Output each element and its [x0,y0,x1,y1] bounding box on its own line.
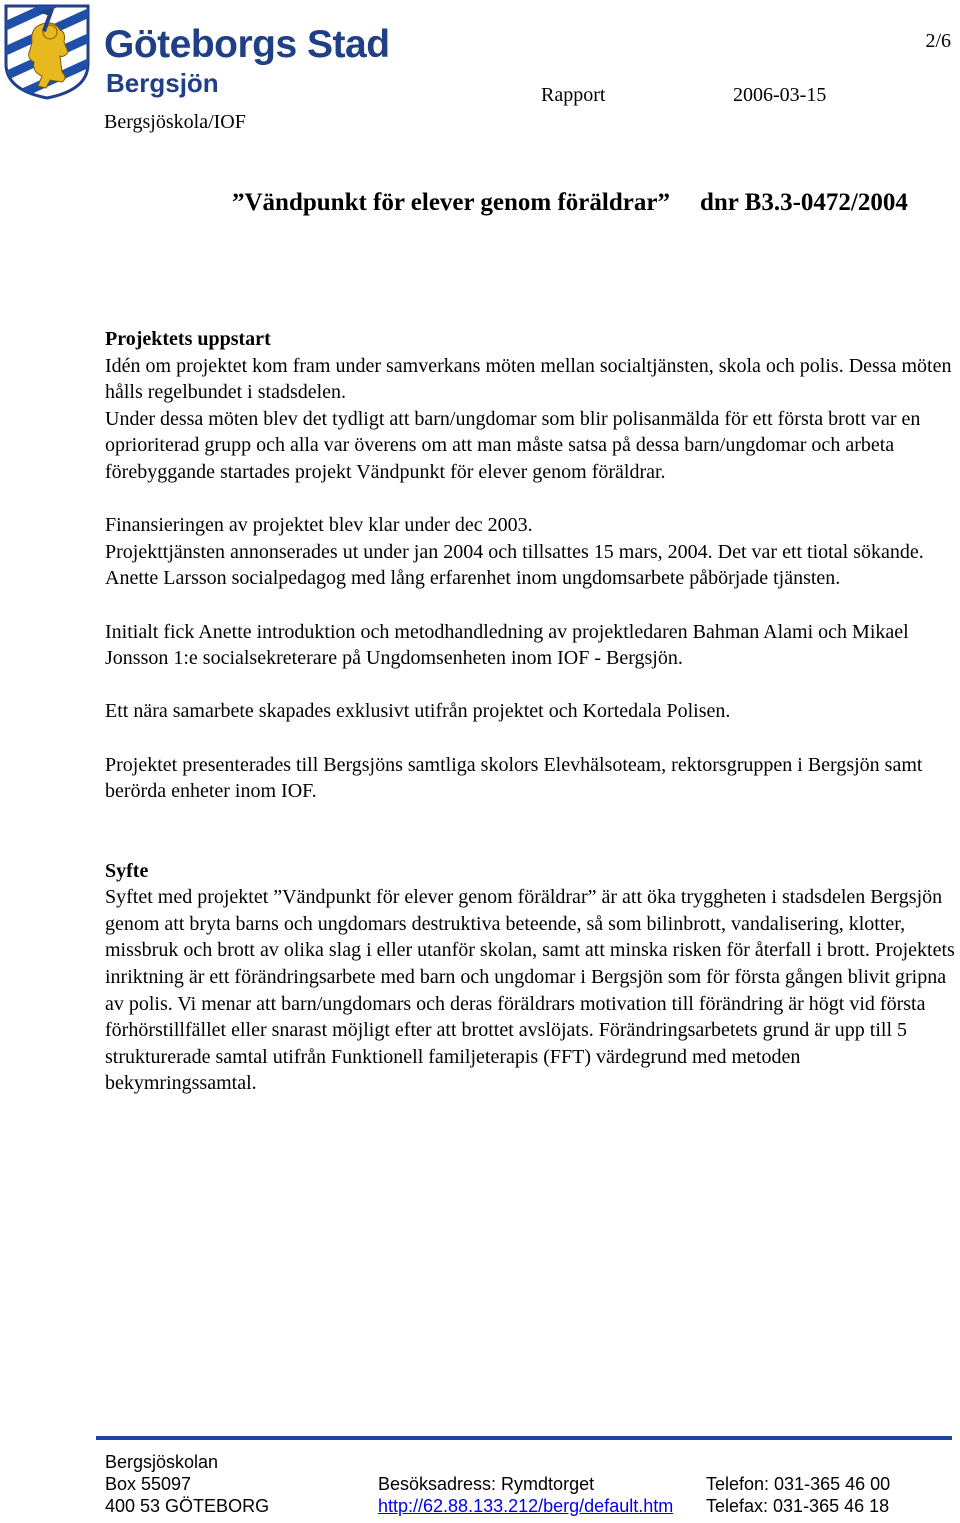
document-title-main: ”Vändpunkt för elever genom föräldrar” [232,189,670,216]
footer-fax: Telefax: 031-365 46 18 [706,1496,890,1516]
report-label: Rapport [541,84,606,106]
section-heading: Syfte [105,859,149,882]
footer-divider [96,1436,952,1440]
section-heading: Projektets uppstart [105,328,271,350]
paragraph: Ett nära samarbete skapades exklusivt utifrån projektet och Kortedala Polisen. [105,700,731,723]
footer-website-link[interactable]: http://62.88.133.212/berg/default.htm [378,1496,674,1516]
paragraph: Idén om projektet kom fram under samverkans möten mellan socialtjänsten, skola och polis. Dessa möten hålls regelbundet i stadsdelen. [105,354,952,404]
paragraph: Syftet med projektet ”Vändpunkt för elever genom föräldrar” är att öka tryggheten i stadsdelen Bergsjön genom att bryta barns och ungdomars destruktiva beteende, så som bilinbrott, vandalisering, klotter, missbruk och brott av olika slag i eller utanför skolan, samt att minska risken för återfall i brott. Projektets inriktning är ett förändringsarbete med barn och ungdomar i Bergsjön som för första gången blivit gripna av polis. Vi menar att barn/ungdomars och deras föräldrars motivation till förändring är högt vid första förhörstillfället eller snarast möjligt efter att brottet avslöjats. Förändringsarbetets grund är upp till 5 strukturerade samtal utifrån Funktionell familjeterapis (FFT) värdegrund med metoden bekymringssamtal. [105,886,955,1095]
footer-city: 400 53 GÖTEBORG [105,1496,270,1516]
report-date: 2006-03-15 [733,84,827,106]
lion-crest-icon [2,2,92,100]
paragraph: Under dessa möten blev det tydligt att barn/ungdomar som blir polisanmälda för ett första brott var en oprioriterad grupp och alla var överens om att man måste satsa på dessa barn/ungdomar och arbeta förebyggande startades projekt Vändpunkt för elever genom föräldrar. [105,407,921,483]
paragraph: Projekttjänsten annonserades ut under jan 2004 och tillsattes 15 mars, 2004. Det var ett tiotal sökande. Anette Larsson socialpedagog med lång erfarenhet inom ungdomsarbete påbörjade tjänsten. [105,540,924,590]
document-title [232,189,908,217]
department: Bergsjöskola/IOF [104,111,246,133]
footer-school-name: Bergsjöskolan [105,1452,219,1472]
paragraph: Projektet presenterades till Bergsjöns samtliga skolors Elevhälsoteam, rektorsgruppen i Bergsjön samt berörda enheter inom IOF. [105,753,923,803]
document-dnr: dnr B3.3-0472/2004 [699,189,908,216]
footer-visit-address: Besöksadress: Rymdtorget [378,1474,595,1494]
footer-box: Box 55097 [105,1474,192,1494]
org-sub-name: Bergsjön [106,68,219,98]
footer-phone: Telefon: 031-365 46 00 [706,1474,891,1494]
paragraph: Initialt fick Anette introduktion och metodhandledning av projektledaren Bahman Alami och Mikael Jonsson 1:e socialsekreterare på Ungdomsenheten inom IOF - Bergsjön. [105,620,909,670]
org-name: Göteborgs Stad [104,23,390,66]
page-number: 2/6 [925,30,951,52]
paragraph: Finansieringen av projektet blev klar under dec 2003. [105,514,533,537]
document-body [105,326,955,1097]
